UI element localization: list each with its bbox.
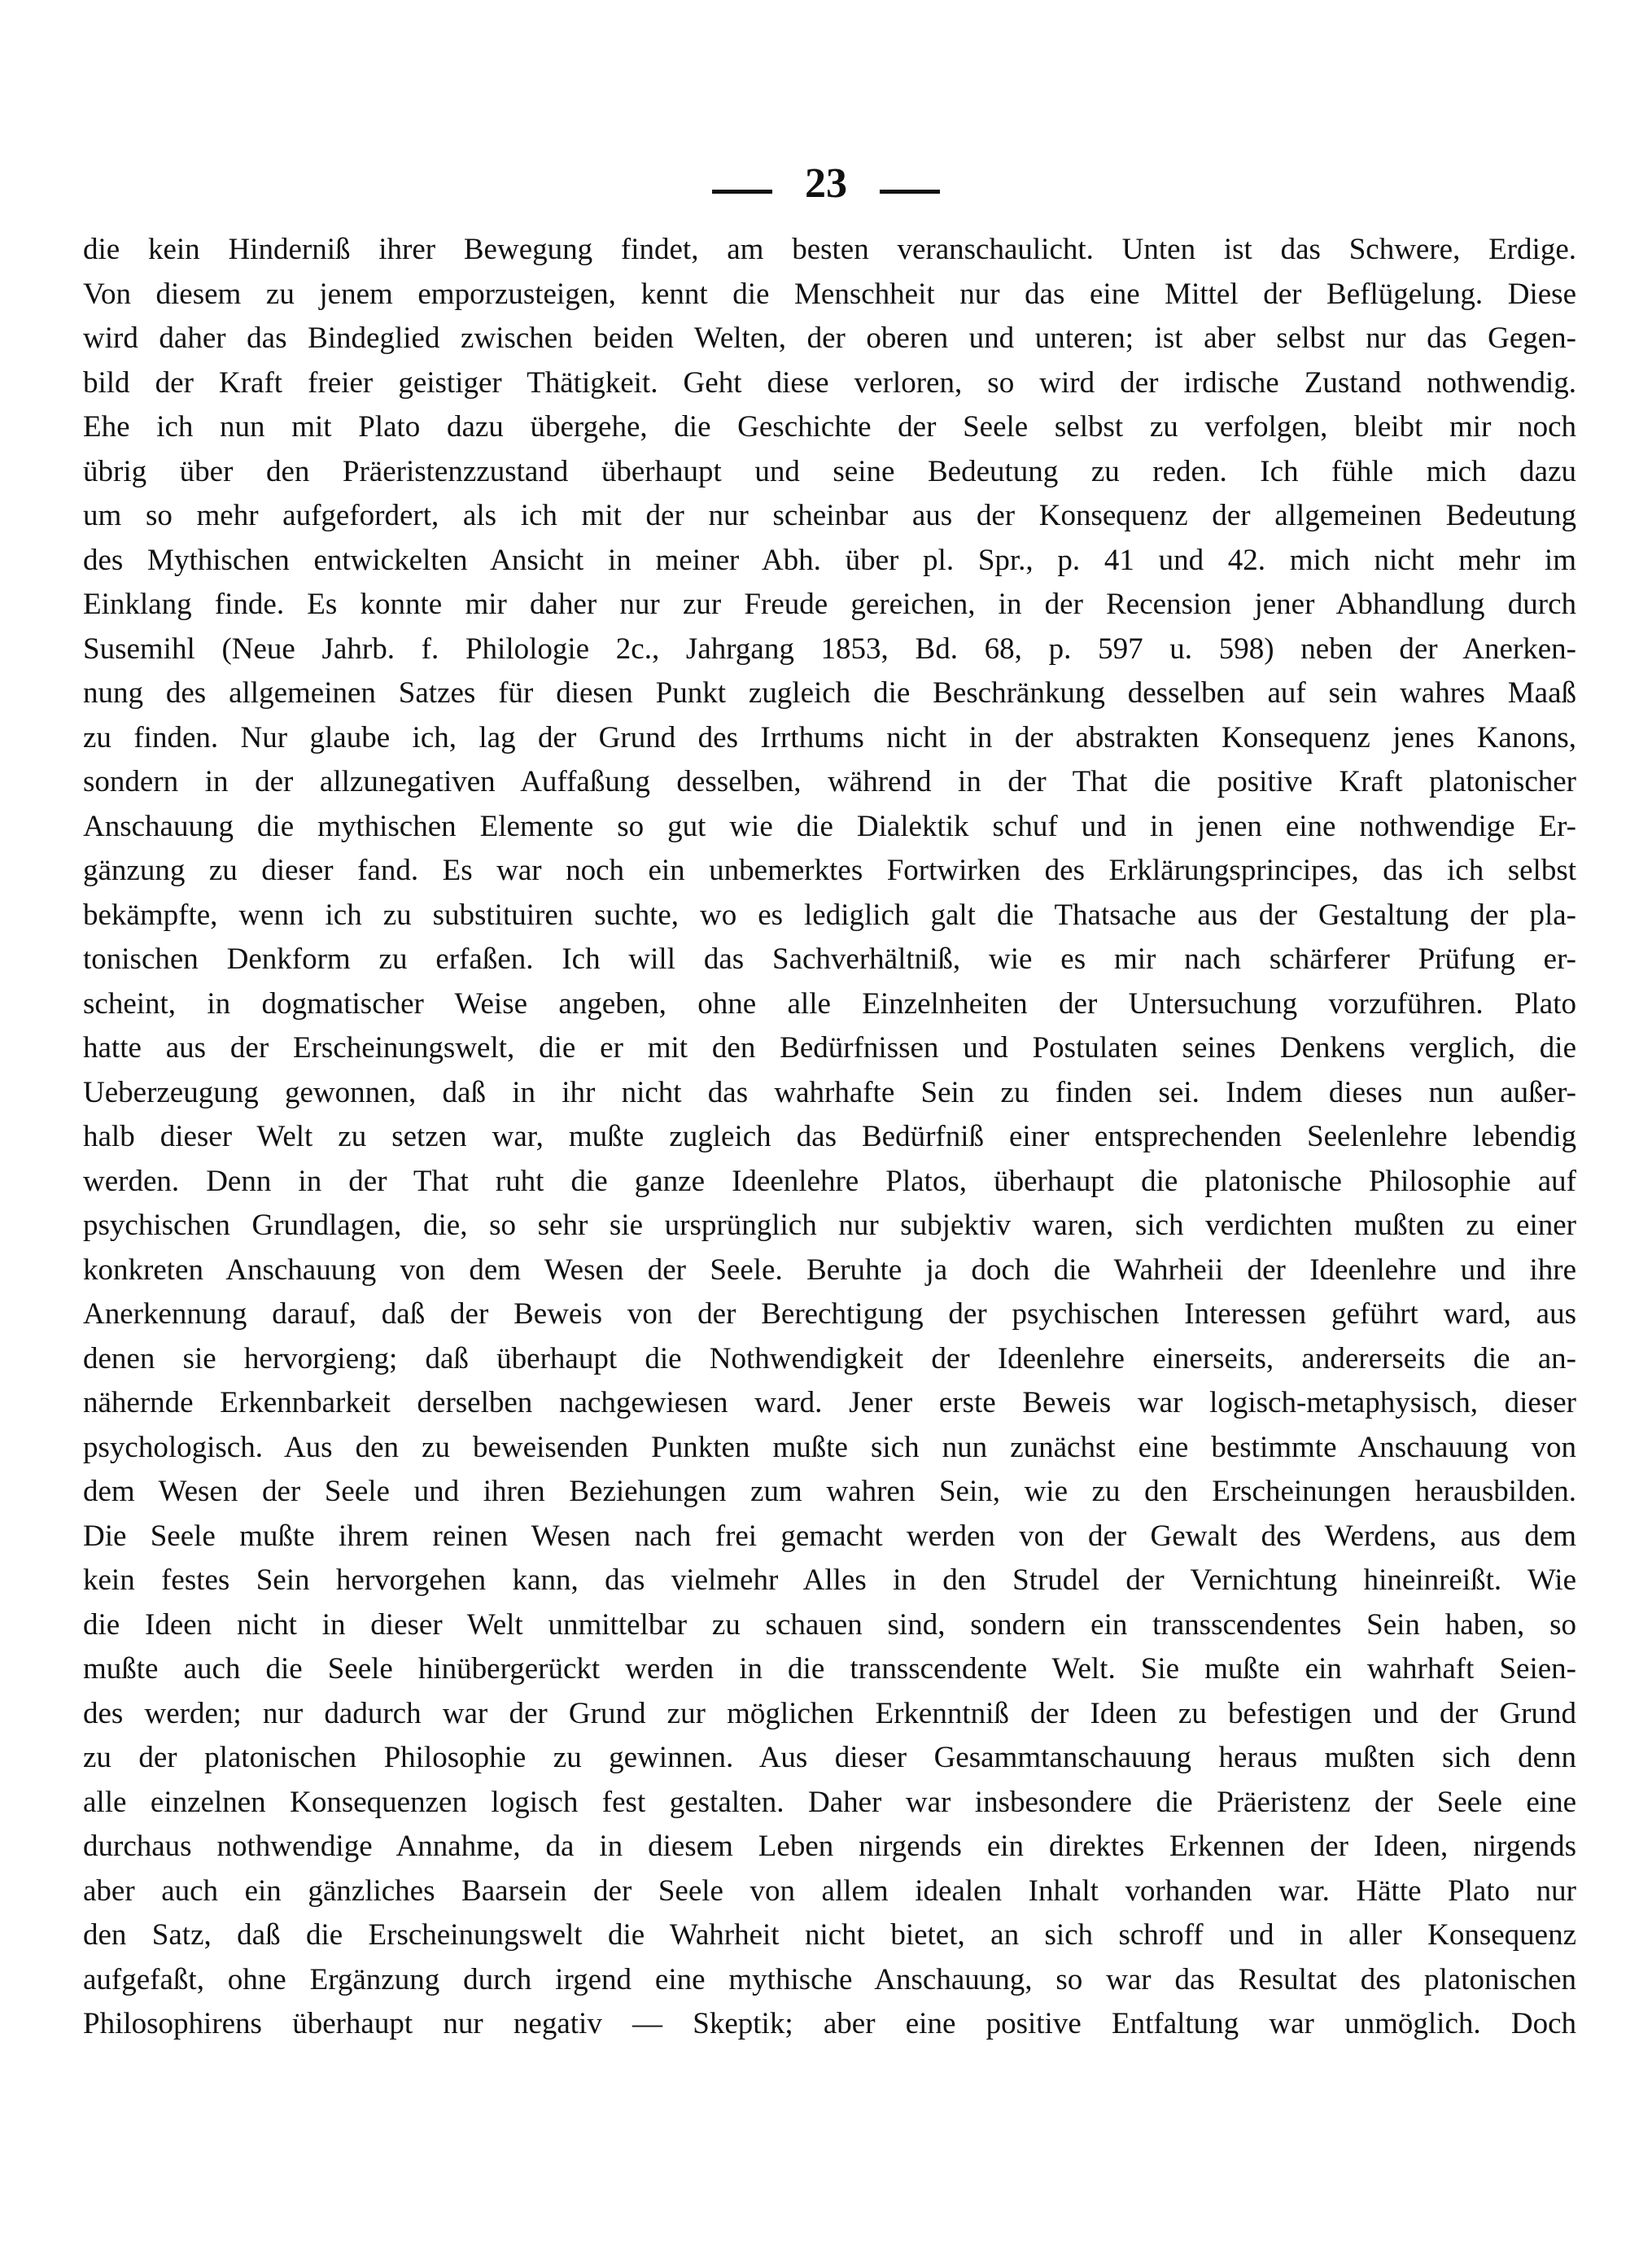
text-line: halb dieser Welt zu setzen war, mußte zugleich das Bedürfniß einer entsprechenden Seelenlehre lebendig xyxy=(83,1120,1576,1153)
text-line: denen sie hervorgieng; daß überhaupt die Nothwendigkeit der Ideenlehre einerseits, andererseits die an- xyxy=(83,1341,1576,1375)
text-line: Die Seele mußte ihrem reinen Wesen nach frei gemacht werden von der Gewalt des Werdens, aus dem xyxy=(83,1519,1576,1553)
body-text xyxy=(83,228,1576,2047)
text-line: tonischen Denkform zu erfaßen. Ich will das Sachverhältniß, wie es mir nach schärferer Prüfung er- xyxy=(83,942,1576,976)
text-line: hatte aus der Erscheinungswelt, die er mit den Bedürfnissen und Postulaten seines Denkens verglich, die xyxy=(83,1031,1576,1065)
text-line: wird daher das Bindeglied zwischen beiden Welten, der oberen und unteren; ist aber selbst nur das Gegen- xyxy=(83,321,1576,355)
text-line: aufgefaßt, ohne Ergänzung durch irgend eine mythische Anschauung, so war das Resultat des platonischen xyxy=(83,1962,1576,1996)
text-line: scheint, in dogmatischer Weise angeben, ohne alle Einzelnheiten der Untersuchung vorzuführen. Plato xyxy=(83,986,1576,1021)
page-header xyxy=(0,160,1652,208)
text-line: Von diesem zu jenem emporzusteigen, kennt die Menschheit nur das eine Mittel der Beflügelung. Diese xyxy=(83,277,1576,311)
text-line: um so mehr aufgefordert, als ich mit der nur scheinbar aus der Konsequenz der allgemeinen Bedeutung xyxy=(83,499,1576,532)
text-line: psychischen Grundlagen, die, so sehr sie ursprünglich nur subjektiv waren, sich verdichten mußten zu einer xyxy=(83,1209,1576,1242)
text-line: die kein Hinderniß ihrer Bewegung findet, am besten veranschaulicht. Unten ist das Schwere, Erdige. xyxy=(83,233,1576,266)
text-line: nung des allgemeinen Satzes für diesen Punkt zugleich die Beschränkung desselben auf sein wahres Maaß xyxy=(83,676,1576,710)
page-number: 23 xyxy=(805,160,847,207)
text-line: nähernde Erkennbarkeit derselben nachgewiesen ward. Jener erste Beweis war logisch-metaphysisch, dieser xyxy=(83,1386,1576,1419)
text-line: bild der Kraft freier geistiger Thätigkeit. Geht diese verloren, so wird der irdische Zustand nothwendig. xyxy=(83,365,1576,400)
text-line: alle einzelnen Konsequenzen logisch fest gestalten. Daher war insbesondere die Präeristenz der Seele eine xyxy=(83,1785,1576,1819)
text-line: die Ideen nicht in dieser Welt unmittelbar zu schauen sind, sondern ein transscendentes Sein haben, so xyxy=(83,1607,1576,1642)
text-line: des werden; nur dadurch war der Grund zur möglichen Erkenntniß der Ideen zu befestigen und der Grund xyxy=(83,1696,1576,1730)
header-dash-left xyxy=(712,190,772,194)
header-dash-right xyxy=(880,190,940,194)
text-line: Anerkennung darauf, daß der Beweis von der Berechtigung der psychischen Interessen geführt ward, aus xyxy=(83,1297,1576,1331)
text-line: Ehe ich nun mit Plato dazu übergehe, die Geschichte der Seele selbst zu verfolgen, bleibt mir noch xyxy=(83,410,1576,444)
text-line: aber auch ein gänzliches Baarsein der Seele von allem idealen Inhalt vorhanden war. Hätte Plato nur xyxy=(83,1874,1576,1908)
text-line: mußte auch die Seele hinübergerückt werden in die transscendente Welt. Sie mußte ein wahrhaft Seien- xyxy=(83,1652,1576,1686)
text-line: Susemihl (Neue Jahrb. f. Philologie 2c., Jahrgang 1853, Bd. 68, p. 597 u. 598) neben der Anerken- xyxy=(83,632,1576,666)
text-line: konkreten Anschauung von dem Wesen der Seele. Beruhte ja doch die Wahrheii der Ideenlehre und ihre xyxy=(83,1253,1576,1287)
text-line: werden. Denn in der That ruht die ganze Ideenlehre Platos, überhaupt die platonische Philosophie auf xyxy=(83,1164,1576,1198)
text-line: Philosophirens überhaupt nur negativ — Skeptik; aber eine positive Entfaltung war unmöglich. Doch xyxy=(83,2007,1576,2040)
text-line: den Satz, daß die Erscheinungswelt die Wahrheit nicht bietet, an sich schroff und in aller Konsequenz xyxy=(83,1918,1576,1952)
text-line: übrig über den Präeristenzzustand überhaupt und seine Bedeutung zu reden. Ich fühle mich dazu xyxy=(83,454,1576,488)
text-line: dem Wesen der Seele und ihren Beziehungen zum wahren Sein, wie zu den Erscheinungen herausbilden. xyxy=(83,1475,1576,1508)
text-line: des Mythischen entwickelten Ansicht in meiner Abh. über pl. Spr., p. 41 und 42. mich nicht mehr im xyxy=(83,543,1576,577)
text-line: sondern in der allzunegativen Auffaßung desselben, während in der That die positive Kraft platonischer xyxy=(83,765,1576,798)
text-line: gänzung zu dieser fand. Es war noch ein unbemerktes Fortwirken des Erklärungsprincipes, das ich selbst xyxy=(83,854,1576,887)
text-line: Ueberzeugung gewonnen, daß in ihr nicht das wahrhafte Sein zu finden sei. Indem dieses nun außer- xyxy=(83,1075,1576,1109)
text-line: Einklang finde. Es konnte mir daher nur zur Freude gereichen, in der Recension jener Abhandlung durch xyxy=(83,588,1576,621)
text-line: bekämpfte, wenn ich zu substituiren suchte, wo es lediglich galt die Thatsache aus der Gestaltung der pla- xyxy=(83,898,1576,932)
text-line: zu der platonischen Philosophie zu gewinnen. Aus dieser Gesammtanschauung heraus mußten sich denn xyxy=(83,1741,1576,1774)
text-line: zu finden. Nur glaube ich, lag der Grund des Irrthums nicht in der abstrakten Konsequenz jenes Kanons, xyxy=(83,720,1576,754)
text-line: kein festes Sein hervorgehen kann, das vielmehr Alles in den Strudel der Vernichtung hineinreißt. Wie xyxy=(83,1563,1576,1597)
text-line: Anschauung die mythischen Elemente so gut wie die Dialektik schuf und in jenen eine nothwendige Er- xyxy=(83,809,1576,843)
text-line: durchaus nothwendige Annahme, da in diesem Leben nirgends ein direktes Erkennen der Ideen, nirgends xyxy=(83,1830,1576,1863)
text-line: psychologisch. Aus den zu beweisenden Punkten mußte sich nun zunächst eine bestimmte Anschauung von xyxy=(83,1430,1576,1464)
